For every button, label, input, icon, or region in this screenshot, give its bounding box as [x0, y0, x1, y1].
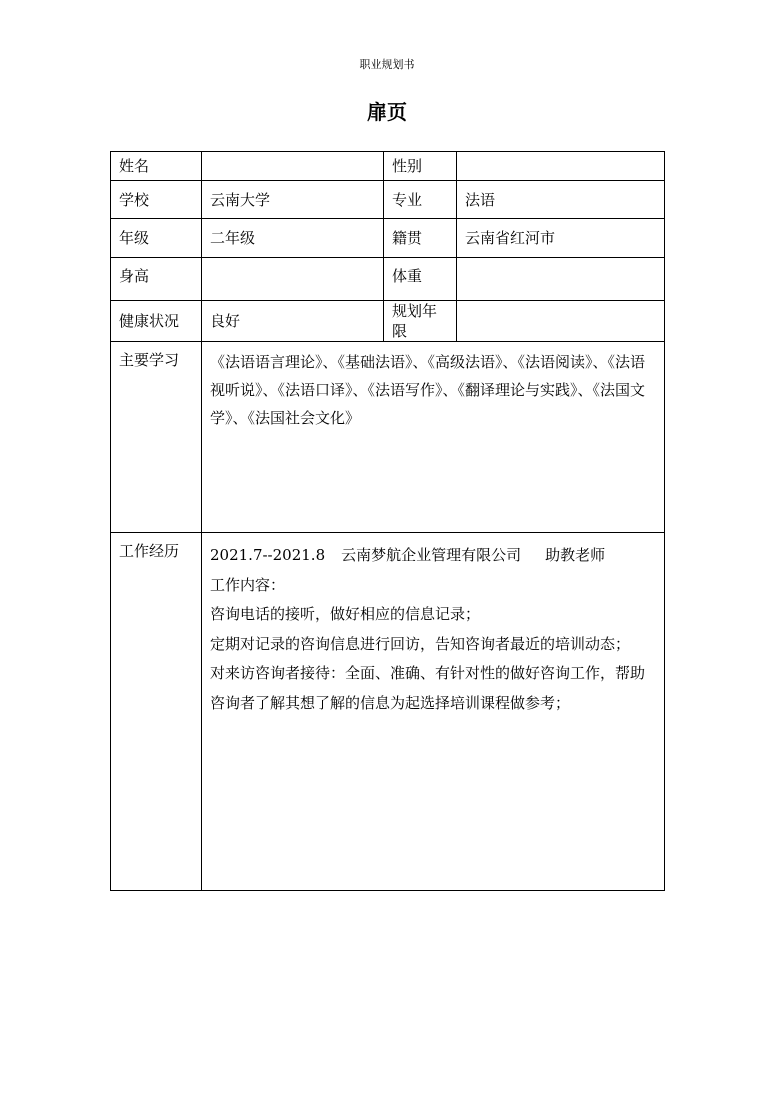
- school-value: 云南大学: [202, 181, 384, 219]
- profile-table: [110, 151, 665, 891]
- table-row: [111, 258, 665, 301]
- major-label: 专业: [384, 181, 457, 219]
- work-duty-2: 定期对记录的咨询信息进行回访，告知咨询者最近的培训动态；: [210, 634, 631, 653]
- health-value: 良好: [202, 301, 384, 342]
- name-label: 姓名: [111, 152, 202, 181]
- gender-label: 性别: [384, 152, 457, 181]
- running-header: 职业规划书: [359, 58, 415, 71]
- work-entry-line: [210, 541, 656, 571]
- work-company: 云南梦航企业管理有限公司: [341, 546, 522, 564]
- page-title: 扉页: [367, 100, 407, 124]
- height-label: 身高: [111, 258, 202, 301]
- work-label: 工作经历: [111, 533, 202, 891]
- table-row: [111, 301, 665, 342]
- work-content-heading: 工作内容：: [210, 575, 286, 594]
- work-cell: [202, 533, 665, 891]
- gender-value: [457, 152, 665, 181]
- hometown-label: 籍贯: [384, 219, 457, 258]
- grade-label: 年级: [111, 219, 202, 258]
- table-row: [111, 152, 665, 181]
- school-label: 学校: [111, 181, 202, 219]
- hometown-value: 云南省红河市: [457, 219, 665, 258]
- height-value: [202, 258, 384, 301]
- table-row: [111, 219, 665, 258]
- table-row: [111, 181, 665, 219]
- plan-years-label: 规划年限: [384, 301, 457, 342]
- weight-label: 体重: [384, 258, 457, 301]
- grade-value: 二年级: [202, 219, 384, 258]
- weight-value: [457, 258, 665, 301]
- courses-label: 主要学习: [111, 342, 202, 533]
- health-label: 健康状况: [111, 301, 202, 342]
- work-details: [210, 533, 656, 718]
- table-row: [111, 342, 665, 533]
- plan-years-value: [457, 301, 665, 342]
- work-period: 2021.7--2021.8: [210, 546, 326, 564]
- table-row: [111, 533, 665, 891]
- work-duty-1: 咨询电话的接听，做好相应的信息记录；: [210, 605, 481, 623]
- courses-text: 《法语语言理论》、《基础法语》、《高级法语》、《法语阅读》、《法语视听说》、《法语口译》、《法语写作》、《翻译理论与实践》、《法国文学》、《法国社会文化》: [210, 353, 646, 427]
- work-position: 助教老师: [545, 546, 606, 564]
- name-value: [202, 152, 384, 181]
- courses-cell: [202, 342, 665, 533]
- major-value: 法语: [457, 181, 665, 219]
- work-duty-3: 对来访咨询者接待：全面、准确、有针对性的做好咨询工作，帮助咨询者了解其想了解的信息为起选择培训课程做参考；: [210, 664, 646, 712]
